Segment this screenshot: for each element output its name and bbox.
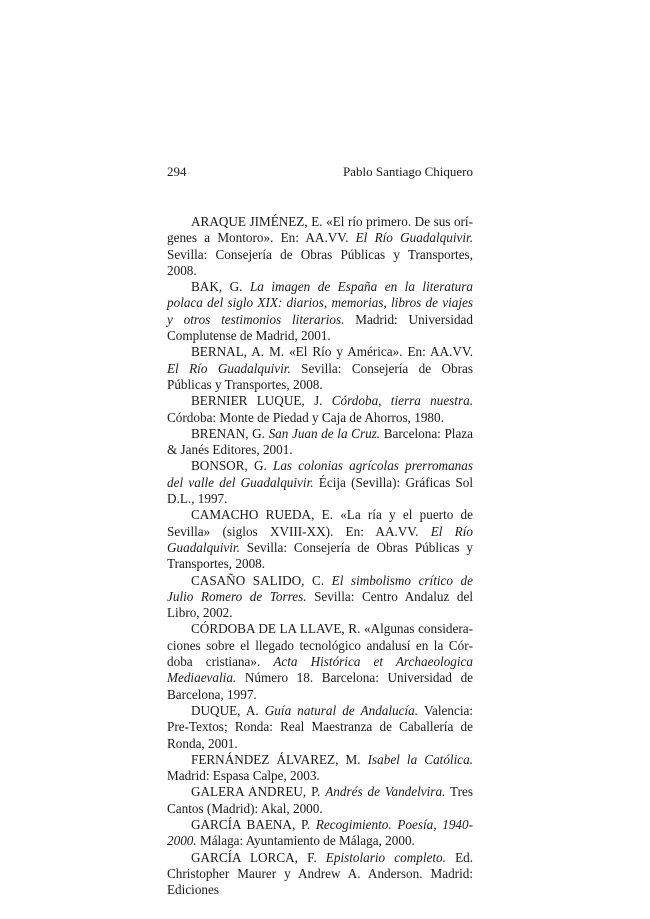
- entry-author: BERNAL, A. M.: [191, 344, 285, 360]
- entry-author: DUQUE, A.: [191, 702, 259, 718]
- entry-author: BONSOR, G.: [191, 458, 267, 474]
- bibliography-entry: [167, 573, 473, 622]
- entry-publication: Valencia: Pre-Textos; Ronda: Real Maestranza de Caballería de Ronda, 2001.: [167, 702, 474, 751]
- entry-title: Isabel la Católica.: [367, 751, 473, 767]
- entry-publication: Málaga: Ayuntamiento de Málaga, 2000.: [199, 833, 415, 849]
- entry-author: GARCÍA BAENA, P.: [191, 816, 311, 832]
- entry-title: La imagen de España en la literatura polaca del siglo XIX: diarios, memorias, libros de viajes y otros testimonios literarios.: [167, 279, 473, 327]
- entry-title: Acta Histórica et Archaeologica Mediaevalia.: [167, 654, 473, 686]
- entry-title: El simbolismo crítico de Julio Romero de Torres.: [167, 572, 474, 604]
- entry-author: BERNIER LUQUE, J.: [191, 393, 323, 409]
- bibliography-entry: [167, 752, 473, 785]
- entry-text: «El río primero. De sus orígenes a Montoro». En: AA.VV.: [167, 214, 474, 246]
- entry-title: Las colonias agrícolas prerromanas del valle del Guadalquivir.: [167, 458, 473, 490]
- bibliography-entry: [167, 458, 473, 507]
- bibliography-entry: [167, 621, 473, 702]
- entry-publication: Sevilla: Centro Andaluz del Libro, 2002.: [167, 588, 474, 621]
- entry-author: GARCÍA LORCA, F.: [191, 849, 317, 865]
- entry-author: GALERA ANDREU, P.: [191, 784, 321, 800]
- bibliography-entry: [167, 279, 473, 344]
- entry-publication: Sevilla: Consejería de Obras Públicas y Transportes, 2008.: [167, 539, 473, 572]
- entry-title: Epistolario completo.: [325, 849, 446, 865]
- bibliography-entry: [167, 214, 473, 279]
- entry-author: BRENAN, G.: [191, 425, 265, 441]
- entry-publication: Sevilla: Consejería de Obras Públicas y Transportes, 2008.: [167, 246, 473, 278]
- entry-title: El Río Guadalquivir.: [355, 230, 474, 246]
- entry-author: CASAÑO SALIDO, C.: [191, 572, 325, 588]
- entry-author: CÓRDOBA DE LA LLAVE, R.: [191, 621, 361, 637]
- entry-publication: Ed. Christopher Maurer y Andrew A. Anderson. Madrid: Ediciones: [167, 849, 474, 898]
- entry-title: San Juan de la Cruz.: [268, 425, 381, 441]
- entry-author: FERNÁNDEZ ÁLVAREZ, M.: [191, 751, 361, 767]
- running-head: Pablo Santiago Chiquero: [343, 164, 473, 179]
- entry-text: «El Río y América». En: AA.VV.: [289, 344, 474, 360]
- bibliography-entry: [167, 784, 473, 817]
- entry-title: El Río Guadalquivir.: [167, 523, 473, 555]
- entry-publication: Madrid: Universidad Complutense de Madrid, 2001.: [167, 311, 473, 344]
- entry-text: «La ría y el puerto de Sevilla» (siglos XVIII-XX). En: AA.VV.: [167, 507, 473, 539]
- entry-author: BAK, G.: [191, 279, 243, 295]
- bibliography-entry: [167, 507, 473, 572]
- entry-title: Córdoba, tierra nuestra.: [331, 393, 473, 409]
- entry-title: Recogimiento. Poesía, 1940-2000.: [167, 816, 473, 849]
- bibliography-entry: [167, 393, 473, 426]
- entry-title: El Río Guadalquivir.: [167, 360, 291, 376]
- bibliography-entry: [167, 850, 473, 899]
- entry-publication: Barcelona: Plaza & Janés Editores, 2001.: [167, 425, 474, 458]
- entry-author: ARAQUE JIMÉNEZ, E.: [191, 214, 323, 229]
- entry-publication: Número 18. Barcelona: Universidad de Barcelona, 1997.: [167, 670, 474, 702]
- entry-publication: Madrid: Espasa Calpe, 2003.: [167, 768, 320, 784]
- bibliography-entry: [167, 426, 473, 459]
- bibliography-entry: [167, 703, 473, 752]
- bibliography-entry: [167, 817, 473, 850]
- bibliography-entry: [167, 344, 473, 393]
- entry-publication: Tres Cantos (Madrid): Akal, 2000.: [167, 784, 474, 816]
- entry-title: Andrés de Vandelvira.: [325, 784, 446, 800]
- page-number: 294: [167, 164, 187, 179]
- entry-author: CAMACHO RUEDA, E.: [191, 507, 333, 523]
- bibliography-list: [167, 214, 473, 898]
- entry-text: «Algunas consideraciones sobre el llegado tecnológico andalusí en la Córdoba cristiana».: [167, 621, 474, 670]
- entry-publication: Córdoba: Monte de Piedad y Caja de Ahorros, 1980.: [167, 409, 444, 425]
- entry-publication: Sevilla: Consejería de Obras Públicas y Transportes, 2008.: [167, 360, 473, 392]
- entry-title: Guía natural de Andalucía.: [264, 702, 419, 718]
- entry-publication: Écija (Sevilla): Gráficas Sol D.L., 1997.: [167, 474, 473, 507]
